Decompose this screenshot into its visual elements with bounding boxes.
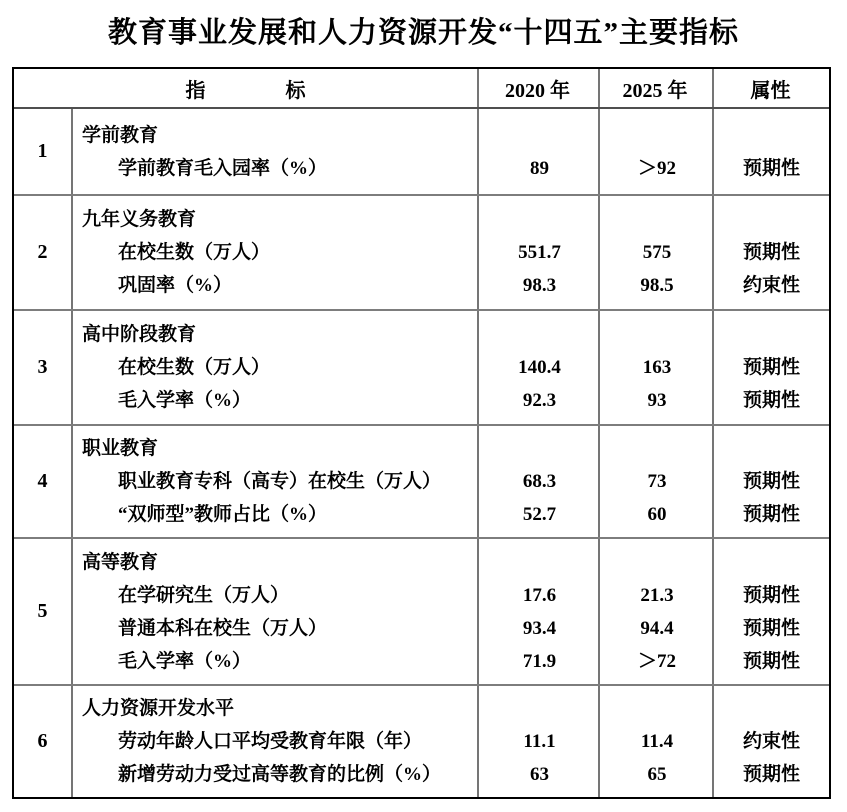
header-attribute-label: 属性 — [750, 79, 791, 102]
indicator-line — [14, 152, 829, 185]
column-divider — [477, 686, 479, 797]
table-row-6 — [14, 684, 829, 797]
table-row-2 — [14, 194, 829, 309]
value-2020: 17.6 — [522, 584, 557, 606]
row-number: 4 — [37, 470, 48, 492]
column-divider — [598, 196, 600, 309]
indicator-name: 职业教育专科（高专）在校生（万人） — [118, 471, 442, 492]
column-divider — [712, 196, 714, 309]
indicator-line — [14, 579, 829, 612]
column-divider — [71, 686, 73, 797]
value-2025: 163 — [642, 357, 672, 378]
attribute-value: 预期性 — [742, 242, 800, 263]
value-2025: ＞92 — [637, 157, 676, 179]
table-row-4 — [14, 424, 829, 537]
attribute-value: 预期性 — [742, 357, 800, 378]
value-2020: 52.7 — [522, 504, 557, 525]
column-divider — [477, 426, 479, 537]
column-divider — [712, 311, 714, 424]
page-title: 教育事业发展和人力资源开发“十四五”主要指标 — [107, 17, 739, 49]
column-divider — [712, 539, 714, 684]
column-divider — [712, 109, 714, 194]
attribute-value: 预期性 — [742, 504, 800, 525]
indicator-line — [14, 725, 829, 758]
attribute-value: 约束性 — [742, 731, 800, 752]
column-divider — [477, 311, 479, 424]
row-number: 6 — [37, 730, 48, 752]
group-label: 职业教育 — [82, 438, 159, 459]
value-2025: 60 — [647, 504, 667, 525]
column-divider — [477, 539, 479, 684]
value-2025: 94.4 — [640, 617, 674, 639]
indicator-name: 在学研究生（万人） — [118, 584, 290, 606]
value-2025: 575 — [642, 242, 672, 263]
attribute-value: 预期性 — [742, 390, 800, 411]
column-divider — [71, 539, 73, 684]
indicator-name: 劳动年龄人口平均受教育年限（年） — [118, 731, 423, 752]
column-divider — [71, 311, 73, 424]
column-divider — [477, 109, 479, 194]
header-2025-label: 2025 年 — [622, 79, 688, 102]
indicator-line — [14, 465, 829, 498]
column-divider — [712, 686, 714, 797]
table-header-row — [14, 69, 829, 107]
header-2020-label: 2020 年 — [505, 79, 570, 102]
indicator-name: 巩固率（%） — [118, 275, 233, 296]
indicator-name: 普通本科在校生（万人） — [118, 617, 328, 639]
table-row-1 — [14, 107, 829, 194]
indicators-table — [12, 67, 831, 799]
group-line — [14, 203, 829, 236]
column-divider — [712, 69, 714, 107]
value-2025: 21.3 — [640, 584, 674, 606]
column-divider — [598, 686, 600, 797]
attribute-value: 预期性 — [742, 764, 800, 785]
header-indicator-label: 指 标 — [185, 79, 306, 102]
attribute-value: 预期性 — [742, 584, 800, 606]
indicator-line — [14, 498, 829, 531]
indicator-name: 在校生数（万人） — [118, 357, 271, 378]
value-2020: 92.3 — [522, 390, 557, 411]
column-divider — [712, 426, 714, 537]
value-2020: 551.7 — [518, 242, 561, 263]
value-2025: 73 — [647, 471, 667, 492]
row-number: 2 — [37, 241, 48, 263]
column-divider — [598, 539, 600, 684]
row-number: 1 — [37, 140, 48, 162]
value-2020: 140.4 — [518, 357, 561, 378]
value-2025: 11.4 — [640, 731, 674, 752]
group-line — [14, 432, 829, 465]
group-label: 高等教育 — [82, 551, 159, 573]
row-number: 3 — [37, 356, 48, 378]
group-line — [14, 546, 829, 579]
attribute-value: 预期性 — [742, 471, 800, 492]
group-line — [14, 318, 829, 351]
row-number: 5 — [37, 600, 48, 622]
indicator-line — [14, 236, 829, 269]
indicator-name: 毛入学率（%） — [118, 650, 252, 672]
column-divider — [598, 311, 600, 424]
value-2025: 98.5 — [640, 275, 674, 296]
column-divider — [71, 109, 73, 194]
indicator-name: 学前教育毛入园率（%） — [118, 157, 328, 179]
value-2020: 68.3 — [522, 471, 557, 492]
column-divider — [71, 196, 73, 309]
column-divider — [477, 69, 479, 107]
column-divider — [598, 426, 600, 537]
value-2025: 65 — [647, 764, 667, 785]
indicator-line — [14, 269, 829, 302]
group-label: 高中阶段教育 — [82, 324, 197, 345]
value-2020: 63 — [530, 764, 549, 785]
group-label: 九年义务教育 — [82, 209, 197, 230]
group-label: 人力资源开发水平 — [82, 698, 235, 719]
value-2020: 11.1 — [523, 731, 556, 752]
table-row-5 — [14, 537, 829, 684]
table-row-3 — [14, 309, 829, 424]
column-divider — [598, 69, 600, 107]
indicator-name: 毛入学率（%） — [118, 390, 252, 411]
attribute-value: 预期性 — [742, 157, 800, 179]
group-line — [14, 692, 829, 725]
column-divider — [71, 426, 73, 537]
indicator-line — [14, 612, 829, 645]
indicator-name: “双师型”教师占比（%） — [118, 504, 328, 525]
indicator-line — [14, 351, 829, 384]
value-2025: 93 — [647, 390, 667, 411]
indicator-name: 在校生数（万人） — [118, 242, 271, 263]
attribute-value: 预期性 — [742, 617, 800, 639]
indicator-line — [14, 758, 829, 791]
indicator-line — [14, 645, 829, 678]
group-line — [14, 119, 829, 152]
value-2020: 93.4 — [522, 617, 557, 639]
value-2025: ＞72 — [637, 650, 676, 672]
value-2020: 89 — [530, 157, 549, 179]
attribute-value: 约束性 — [742, 275, 800, 296]
value-2020: 98.3 — [522, 275, 557, 296]
column-divider — [598, 109, 600, 194]
indicator-name: 新增劳动力受过高等教育的比例（%） — [118, 764, 442, 785]
attribute-value: 预期性 — [742, 650, 800, 672]
value-2020: 71.9 — [522, 650, 557, 672]
column-divider — [477, 196, 479, 309]
indicator-line — [14, 384, 829, 417]
group-label: 学前教育 — [82, 124, 159, 146]
